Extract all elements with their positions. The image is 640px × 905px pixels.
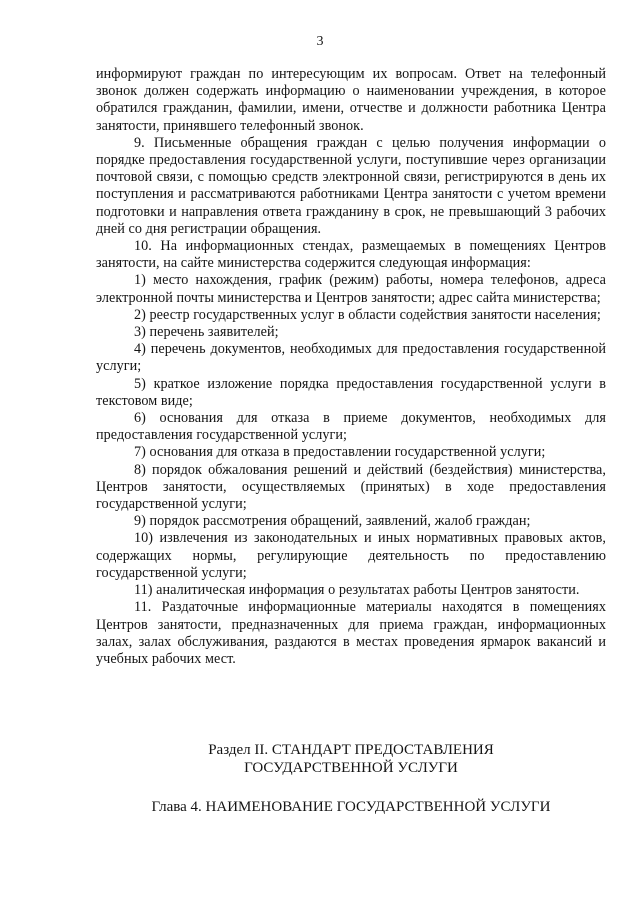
list-item: 11) аналитическая информация о результатах работы Центров занятости.: [134, 582, 580, 599]
paragraph: 10. На информационных стендах, размещаемых в помещениях Центров занятости, на сайте министерства содержится следующая информация:: [96, 238, 606, 272]
list-item: 3) перечень заявителей;: [134, 324, 279, 341]
document-body: [96, 66, 606, 668]
paragraph: информируют граждан по интересующим их вопросам. Ответ на телефонный звонок должен содержать информацию о наименовании учреждения, в которое обратился гражданин, фамилии, имени, отчестве и должности работника Центра занятости, принявшего телефонный звонок.: [96, 66, 606, 134]
list-item: 2) реестр государственных услуг в области содействия занятости населения;: [134, 306, 601, 323]
list-item: 5) краткое изложение порядка предоставления государственной услуги в текстовом виде;: [96, 375, 606, 409]
list-item: 9) порядок рассмотрения обращений, заявлений, жалоб граждан;: [134, 513, 531, 530]
list-item: 4) перечень документов, необходимых для предоставления государственной услуги;: [96, 341, 606, 375]
chapter-heading: Глава 4. НАИМЕНОВАНИЕ ГОСУДАРСТВЕННОЙ УСЛУГИ: [151, 799, 551, 815]
list-item: 10) извлечения из законодательных и иных нормативных правовых актов, содержащих нормы, регулирующие деятельность по предоставлению государственной услуги;: [96, 530, 606, 581]
section-heading-line: ГОСУДАРСТВЕННОЙ УСЛУГИ: [244, 760, 458, 776]
paragraph: 11. Раздаточные информационные материалы находятся в помещениях Центров занятости, предназначенных для приема граждан, информационных залах, залах обслуживания, раздаются в местах проведения ярмарок вакансий и учебных рабочих мест.: [96, 599, 606, 667]
list-item: 6) основания для отказа в приеме документов, необходимых для предоставления государственной услуги;: [96, 410, 606, 444]
list-item: 7) основания для отказа в предоставлении государственной услуги;: [134, 444, 546, 461]
paragraph: 9. Письменные обращения граждан с целью получения информации о порядке предоставления государственной услуги, поступившие через организации почтовой связи, с помощью средств электронной связи, регистрируются в день их поступления и рассматриваются работниками Центра занятости с учетом времени подготовки и направления ответа гражданину в срок, не превышающий 3 рабочих дней со дня регистрации обращения.: [96, 134, 606, 237]
page-number: 3: [316, 34, 324, 49]
list-item: 1) место нахождения, график (режим) работы, номера телефонов, адреса электронной почты министерства и Центров занятости; адрес сайта министерства;: [96, 272, 606, 306]
section-heading: [96, 741, 606, 777]
list-item: 8) порядок обжалования решений и действий (бездействия) министерства, Центров занятости, осуществляемых (принятых) в ходе предоставления государственной услуги;: [96, 461, 606, 513]
section-heading-line: Раздел II. СТАНДАРТ ПРЕДОСТАВЛЕНИЯ: [208, 742, 494, 758]
